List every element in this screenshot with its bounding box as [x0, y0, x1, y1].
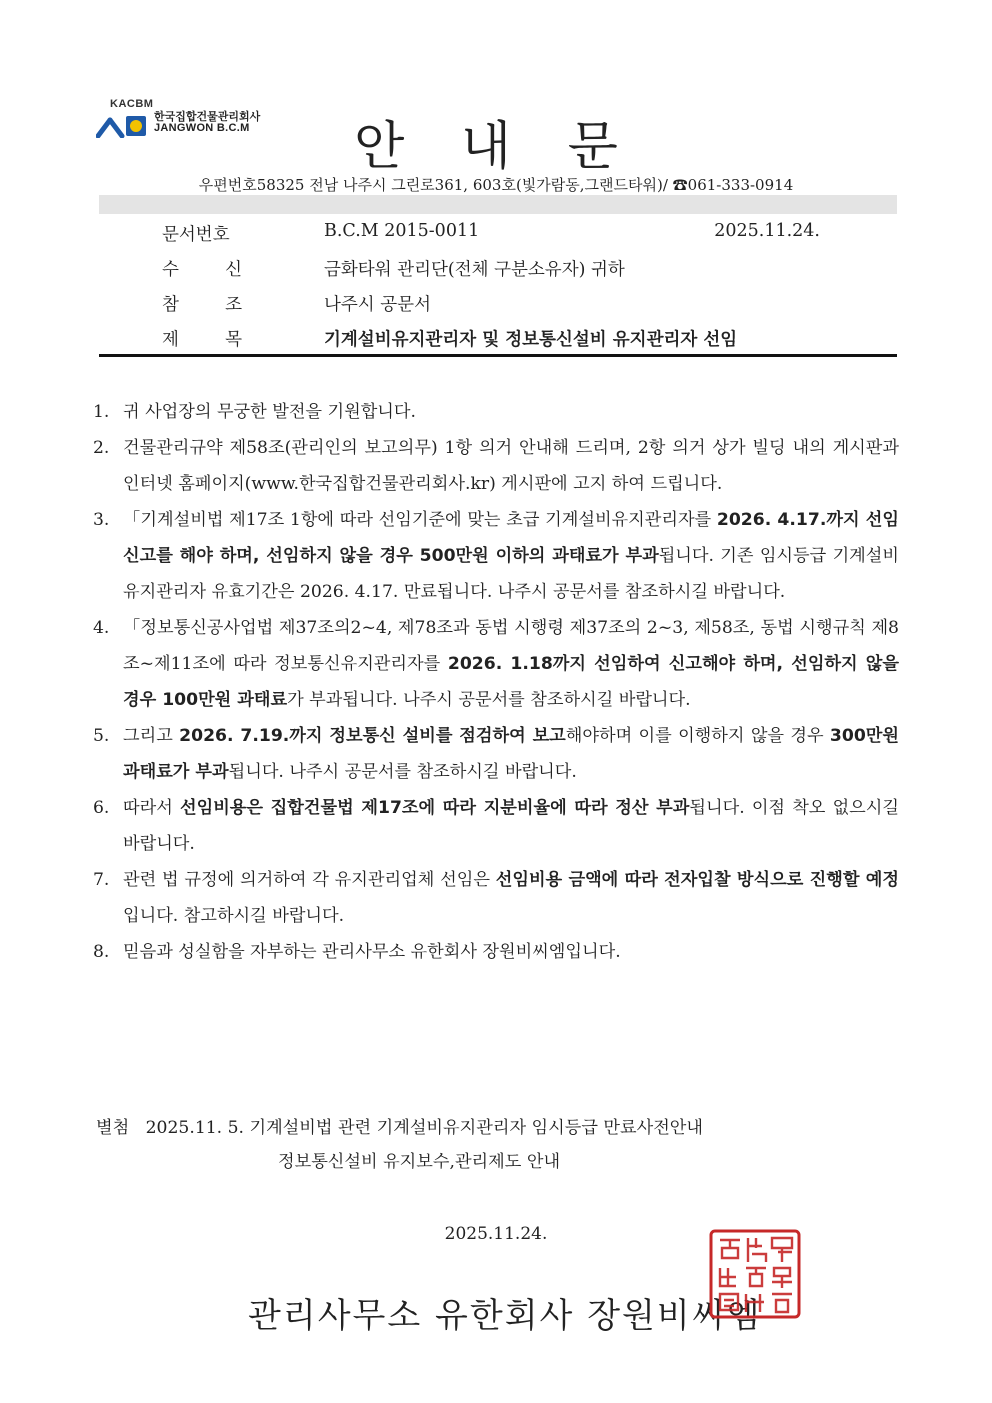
item-number: 6. [93, 798, 110, 818]
logo-name-kr: 한국집합건물관리회사 [154, 110, 261, 123]
body-text: 믿음과 성실함을 자부하는 관리사무소 유한회사 장원비씨엠입니다. [123, 942, 621, 962]
signature-date: 2025.11.24. [444, 1224, 548, 1244]
emphasis-text: 2026. 1.18까지 선임하여 신고해야 하며, 선임하지 않을 경우 100만원 과태료 [123, 654, 899, 710]
reference-label-char: 참 [162, 295, 179, 315]
body-text: 입니다. 참고하시길 바랍니다. [123, 906, 345, 926]
address-line: 우편번호58325 전남 나주시 그린로361, 603호(빛가람동,그랜드타워)/ ☎061-333-0914 [198, 176, 794, 194]
attachment-label: 별첨 [96, 1118, 130, 1138]
emphasis-text: 2026. 7.19.까지 정보통신 설비를 점검하여 보고 [179, 726, 566, 746]
subject-label [162, 326, 242, 351]
body-text: 됩니다. 나주시 공문서를 참조하시길 바랍니다. [228, 762, 577, 782]
list-item [93, 394, 899, 430]
list-item [93, 790, 899, 862]
list-item [93, 610, 899, 718]
subject-label-char: 목 [225, 330, 242, 350]
body-text: 해야하며 이를 이행하지 않을 경우 [565, 726, 830, 746]
list-item [93, 718, 899, 790]
item-text [123, 718, 899, 790]
emphasis-text: 선임비용은 집합건물법 제17조에 따라 지분비율에 따라 정산 부과 [179, 798, 690, 818]
body-text: 「정보통신공사업법 제37조의2~4, 제78조과 동법 시행령 제37조의 2~3, 제58조, 동법 시행규칙 제8조~제11조에 따라 정보통신유지관리자를 [123, 618, 899, 674]
logo-name-en: JANGWON B.C.M [154, 122, 250, 134]
item-text [123, 610, 899, 718]
item-text [123, 790, 899, 862]
recipient-value: 금화타워 관리단(전체 구분소유자) 귀하 [324, 260, 625, 280]
item-text [123, 502, 899, 610]
item-text [123, 394, 899, 430]
body-text: 가 부과됩니다. 나주시 공문서를 참조하시길 바랍니다. [287, 690, 691, 710]
item-text [123, 934, 899, 970]
meta-row-subject [99, 326, 897, 356]
item-number: 7. [93, 870, 110, 890]
document-title: 안 내 문 [354, 117, 638, 177]
list-item [93, 934, 899, 970]
attachment-item: 정보통신설비 유지보수,관리제도 안내 [278, 1152, 561, 1172]
header-bar [99, 195, 897, 214]
doc-no-value: B.C.M 2015-0011 [324, 221, 480, 241]
notice-items [93, 394, 899, 970]
attachment-block [96, 1111, 703, 1179]
body-text: 됩니다. 이점 착오 없으시길 바랍니다. [123, 798, 899, 854]
body-text: 그리고 [123, 726, 180, 746]
list-item [93, 502, 899, 610]
doc-date: 2025.11.24. [714, 221, 820, 241]
emphasis-text: 300만원 과태료가 부과 [123, 726, 899, 782]
item-number: 5. [93, 726, 110, 746]
emphasis-text: 선임비용 금액에 따라 전자입찰 방식으로 진행할 예정 [495, 870, 899, 890]
item-text [123, 430, 899, 502]
list-item [93, 862, 899, 934]
item-number: 1. [93, 402, 110, 422]
list-item [93, 430, 899, 502]
meta-row-reference [99, 291, 897, 321]
meta-row-doc-no [99, 221, 897, 251]
body-text: 건물관리규약 제58조(관리인의 보고의무) 1항 의거 안내해 드리며, 2항 의거 상가 빌딩 내의 게시판과 인터넷 홈페이지(www.한국집합건물관리회사.kr) 게시판에 고지 하여 드립니다. [123, 438, 899, 494]
body-text: 귀 사업장의 무궁한 발전을 기원합니다. [123, 402, 416, 422]
item-number: 3. [93, 510, 110, 530]
emphasis-text: 2026. 4.17.까지 선임신고를 해야 하며, 선임하지 않을 경우 500만원 이하의 과태료가 부과 [123, 510, 899, 566]
logo-abbr: KACBM [110, 98, 154, 110]
reference-label [162, 291, 242, 316]
company-seal-icon [708, 1228, 802, 1320]
item-number: 2. [93, 438, 110, 458]
body-text: 따라서 [123, 798, 180, 818]
subject-label-char: 제 [162, 330, 179, 350]
reference-value: 나주시 공문서 [324, 295, 431, 315]
recipient-label-char: 신 [225, 260, 242, 280]
item-text [123, 862, 899, 934]
meta-row-recipient [99, 256, 897, 286]
item-number: 4. [93, 618, 110, 638]
body-text: 관련 법 규정에 의거하여 각 유지관리업체 선임은 [123, 870, 496, 890]
subject-value: 기계설비유지관리자 및 정보통신설비 유지관리자 선임 [324, 330, 738, 350]
doc-no-label: 문서번호 [162, 225, 230, 245]
body-text: 「기계설비법 제17조 1항에 따라 선임기준에 맞는 초급 기계설비유지관리자를 [123, 510, 717, 530]
attachment-item: 2025.11. 5. 기계설비법 관련 기계설비유지관리자 임시등급 만료사전안내 [145, 1118, 704, 1138]
header-rule [99, 354, 897, 357]
recipient-label [162, 256, 242, 281]
item-number: 8. [93, 942, 110, 962]
issuer-name: 관리사무소 유한회사 장원비씨엠 [248, 1296, 762, 1336]
body-text: 됩니다. 기존 임시등급 기계설비유지관리자 유효기간은 2026. 4.17. 만료됩니다. 나주시 공문서를 참조하시길 바랍니다. [123, 546, 899, 602]
recipient-label-char: 수 [162, 260, 179, 280]
reference-label-char: 조 [225, 295, 242, 315]
